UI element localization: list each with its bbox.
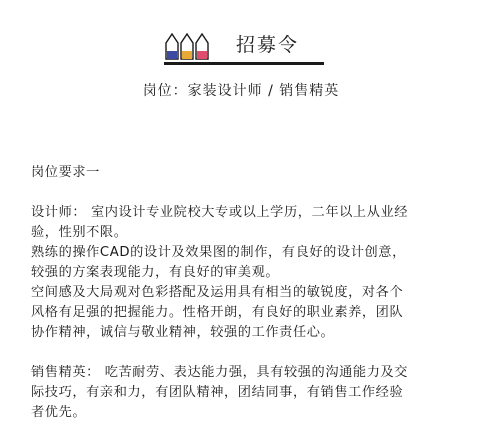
designer-line: 协作精神，诚信与敬业精神，较强的工作责任心。 — [31, 325, 335, 340]
designer-line: 熟练的操作CAD的设计及效果图的制作，有良好的设计创意， — [31, 245, 406, 260]
page-title: 招募令 — [236, 34, 300, 56]
designer-line: 验，性别不限。 — [31, 225, 128, 240]
header — [0, 0, 482, 110]
sales-line: 销售精英： 吃苦耐劳、表达能力强，具有较强的沟通能力及交 — [31, 365, 409, 380]
designer-line: 设计师： 室内设计专业院校大专或以上学历，二年以上从业经 — [31, 205, 409, 220]
pencils-logo-icon — [165, 33, 213, 61]
sales-line: 者优先。 — [31, 405, 87, 420]
designer-line: 风格有足强的把握能力。性格开朗，有良好的职业素养，团队 — [31, 305, 404, 320]
designer-line: 空间感及大局观对色彩搭配及运用具有相当的敏锐度，对各个 — [31, 285, 404, 300]
designer-line: 较强的方案表现能力，有良好的审美观。 — [31, 265, 280, 280]
requirements-content — [31, 163, 461, 423]
designer-requirements — [31, 203, 461, 343]
sales-line: 际技巧，有亲和力，有团队精神，团结同事，有销售工作经验 — [31, 385, 404, 400]
position-subtitle: 岗位：家装设计师 / 销售精英 — [142, 83, 340, 99]
section-heading: 岗位要求一 — [31, 165, 100, 180]
sales-requirements — [31, 363, 461, 423]
title-underline — [164, 62, 324, 65]
